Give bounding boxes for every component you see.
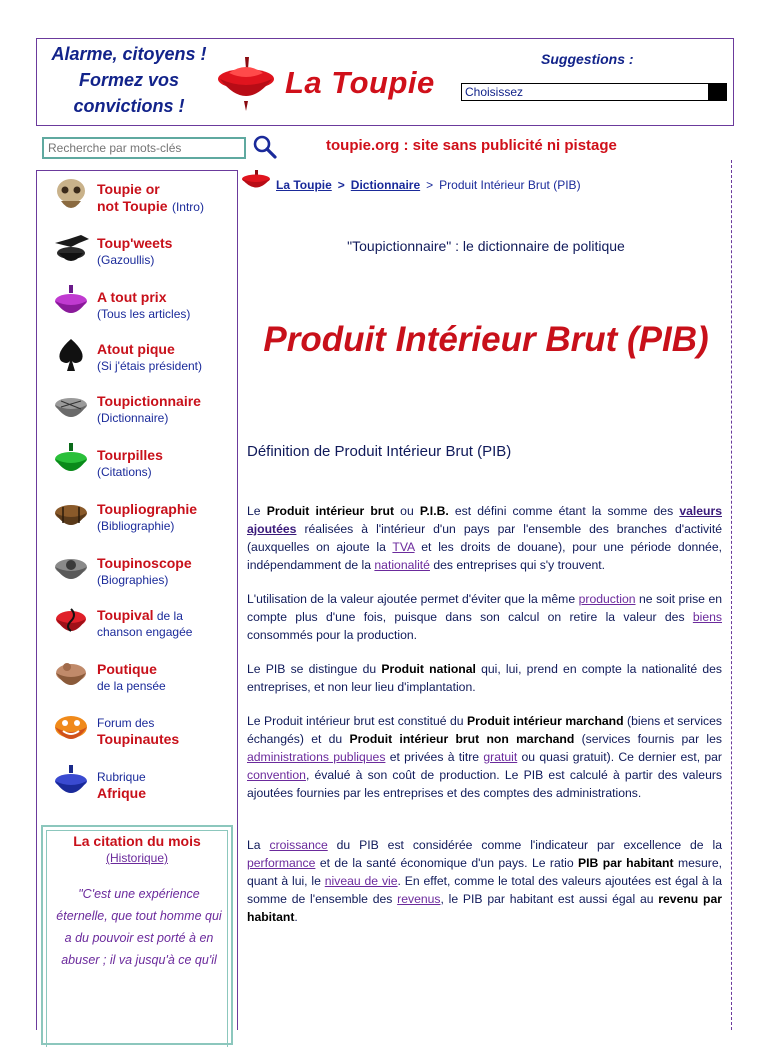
bold-term: revenu par habitant xyxy=(247,892,722,924)
spade-icon xyxy=(51,335,91,375)
quote-history-link[interactable]: (Historique) xyxy=(105,851,168,865)
sidebar-item-title: Toupliographie xyxy=(97,501,198,517)
text: réalisées à l'intérieur d'un pays par l'ensemble des branches d'activité (auxquelles on ajoute la xyxy=(247,522,722,554)
sidebar-item-title: Toupival xyxy=(97,607,154,623)
spinning-top-logo-icon[interactable] xyxy=(215,53,277,113)
dropdown-arrow-icon[interactable] xyxy=(708,84,726,100)
dictionary-subtitle: "Toupictionnaire" : le dictionnaire de politique xyxy=(347,238,625,254)
text: consommés pour la production. xyxy=(247,628,418,642)
text: , le PIB par habitant est aussi égal au xyxy=(440,892,659,906)
bold-term: Produit intérieur marchand xyxy=(467,714,624,728)
bold-term: PIB par habitant xyxy=(578,856,674,870)
link-revenus[interactable]: revenus xyxy=(397,892,441,906)
text: Le PIB se distingue du xyxy=(247,662,382,676)
sidebar-item-sub: (Citations) xyxy=(97,465,152,479)
page-title: Produit Intérieur Brut (PIB) xyxy=(263,320,709,359)
sidebar-item-sub: (Tous les articles) xyxy=(97,307,191,321)
breadcrumb-trail xyxy=(276,178,581,192)
sidebar-item-toupinoscope[interactable] xyxy=(51,549,237,593)
book-top-icon xyxy=(51,495,91,535)
link-performance[interactable]: performance xyxy=(247,856,316,870)
breadcrumb-home-link[interactable]: La Toupie xyxy=(276,178,332,192)
blue-top-icon xyxy=(51,763,91,803)
search-icon[interactable] xyxy=(252,134,278,160)
sidebar-item-title: Toup'weets xyxy=(97,235,173,251)
link-valeurs-ajoutees[interactable]: valeurs ajoutées xyxy=(247,504,722,536)
paragraph-produit-national xyxy=(247,660,722,696)
sidebar-item-tourpilles[interactable] xyxy=(51,441,237,485)
link-niveau-de-vie[interactable]: niveau de vie xyxy=(324,874,398,888)
quote-of-the-month xyxy=(41,825,233,1045)
text: ou xyxy=(394,504,420,518)
site-header xyxy=(36,38,734,126)
paragraph-composition xyxy=(247,712,722,802)
link-tva[interactable]: TVA xyxy=(392,540,415,554)
sidebar-item-pre: Rubrique xyxy=(97,770,146,784)
text: et de la santé économique d'un pays. Le ratio xyxy=(315,856,579,870)
sidebar-item-afrique[interactable] xyxy=(51,763,237,807)
green-top-icon xyxy=(51,441,91,481)
sidebar-item-forum[interactable] xyxy=(51,709,237,753)
breadcrumb-section-link[interactable]: Dictionnaire xyxy=(350,178,421,192)
sidebar-item-sub: (Intro) xyxy=(171,200,204,214)
link-production[interactable]: production xyxy=(578,592,636,606)
paragraph-definition xyxy=(247,502,722,574)
content-right-border xyxy=(731,160,733,1030)
sidebar-item-a-tout-prix[interactable] xyxy=(51,283,237,327)
sidebar-item-toupweets[interactable] xyxy=(51,229,237,273)
quote-title: La citation du mois xyxy=(73,833,201,849)
music-top-icon xyxy=(51,601,91,641)
text: ou quasi gratuit). Ce dernier est, par xyxy=(517,750,722,764)
sidebar-item-toupictionnaire[interactable] xyxy=(51,387,237,431)
skull-top-icon xyxy=(51,175,91,215)
link-gratuit[interactable]: gratuit xyxy=(483,750,518,764)
small-top-icon xyxy=(240,170,274,192)
paragraph-valeur-ajoutee xyxy=(247,590,722,644)
sidebar xyxy=(36,170,238,1030)
sidebar-item-poutique[interactable] xyxy=(51,655,237,699)
paragraph-croissance xyxy=(247,836,722,926)
sidebar-item-atout-pique[interactable] xyxy=(51,335,237,379)
breadcrumb-separator: > xyxy=(337,178,345,192)
sidebar-item-sub: (Bibliographie) xyxy=(97,519,175,533)
sidebar-item-title: Tourpilles xyxy=(97,447,163,463)
sidebar-item-sub: (Gazoullis) xyxy=(97,253,155,267)
sidebar-item-sub: (Si j'étais président) xyxy=(97,359,202,373)
suggestions-dropdown[interactable] xyxy=(461,83,727,101)
link-biens[interactable]: biens xyxy=(692,610,722,624)
link-convention[interactable]: convention xyxy=(247,768,306,782)
smiley-top-icon xyxy=(51,709,91,749)
dictionary-top-icon xyxy=(51,387,91,427)
suggestions-selected-value: Choisissez xyxy=(465,85,524,99)
suggestions-label: Suggestions : xyxy=(541,51,634,67)
site-name[interactable]: La Toupie xyxy=(285,65,435,100)
bold-term: Produit intérieur brut xyxy=(266,504,395,518)
breadcrumb-current: Produit Intérieur Brut (PIB) xyxy=(439,178,581,192)
text: Le xyxy=(247,504,267,518)
sidebar-item-inline: de la xyxy=(153,609,183,623)
purple-top-icon xyxy=(51,283,91,323)
text: (services fournis par les xyxy=(574,732,722,746)
slogan-line-1: Alarme, citoyens ! xyxy=(51,44,207,64)
text: des entreprises qui s'y trouvent. xyxy=(429,558,606,572)
bold-term: P.I.B. xyxy=(419,504,449,518)
slogan-line-3: convictions ! xyxy=(73,96,185,116)
sidebar-item-title: Toupinautes xyxy=(97,731,180,747)
sidebar-item-toupliographie[interactable] xyxy=(51,495,237,539)
sidebar-item-title: Toupictionnaire xyxy=(97,393,201,409)
text: et privées à titre xyxy=(385,750,484,764)
text: et les droits de douane), pour une période donnée, indépendamment de la xyxy=(247,540,722,572)
sidebar-item-title: Atout pique xyxy=(97,341,175,357)
bold-term: Produit intérieur brut non marchand xyxy=(349,732,575,746)
link-nationalite[interactable]: nationalité xyxy=(374,558,430,572)
text: ne soit prise en compte plus d'une fois, puisque dans son calcul on retire la valeur des xyxy=(247,592,723,624)
sidebar-item-title: Toupinoscope xyxy=(97,555,192,571)
text: est défini comme étant la somme des xyxy=(448,504,680,518)
text: , évalué à son coût de production. Le PIB est calculé à partir des valeurs ajoutées fournies par les entreprises et des comptes des administrations. xyxy=(247,768,722,800)
breadcrumb-separator: > xyxy=(426,178,434,192)
text: (biens et services échangés) et du xyxy=(247,714,723,746)
text: Le Produit intérieur brut est constitué du xyxy=(247,714,467,728)
sidebar-item-toupival[interactable] xyxy=(51,601,237,645)
crow-top-icon xyxy=(51,229,91,269)
text: mesure, quant à lui, le xyxy=(247,856,723,888)
slogan-line-2: Formez vos xyxy=(78,70,180,90)
sidebar-item-intro[interactable] xyxy=(51,175,237,219)
sidebar-item-title: Poutique xyxy=(97,661,157,677)
portrait-top-icon xyxy=(51,549,91,589)
text: qui, lui, prend en compte la nationalité des entreprises, et non leur lieu d'implantation. xyxy=(247,662,722,694)
site-slogan xyxy=(39,41,219,119)
text: du PIB est considérée comme l'indicateur par excellence de la xyxy=(327,838,722,852)
sidebar-item-title: A tout prix xyxy=(97,289,167,305)
no-ads-banner: toupie.org : site sans publicité ni pistage xyxy=(326,137,617,154)
sidebar-item-sub: (Dictionnaire) xyxy=(97,411,169,425)
link-croissance[interactable]: croissance xyxy=(269,838,328,852)
quote-text: "C'est une expérience éternelle, que tout homme qui a du pouvoir est porté à en abuser ; il va jusqu'à ce qu'il xyxy=(56,887,222,967)
sidebar-item-title: Toupie or xyxy=(97,181,160,197)
text: L'utilisation de la valeur ajoutée permet d'éviter que la même xyxy=(247,592,579,606)
text: La xyxy=(247,838,270,852)
sidebar-item-sub: chanson engagée xyxy=(97,625,193,639)
text: . xyxy=(294,910,298,924)
sidebar-item-pre: Forum des xyxy=(97,716,155,730)
text: . En effet, comme le total des valeurs ajoutées est égal à la somme de l'ensemble des xyxy=(247,874,722,906)
sidebar-item-sub: de la pensée xyxy=(97,679,166,693)
thinker-top-icon xyxy=(51,655,91,695)
sidebar-item-title: Afrique xyxy=(97,785,146,801)
search-input[interactable] xyxy=(42,137,246,159)
sidebar-item-title-line2: not Toupie xyxy=(97,198,168,214)
bold-term: Produit national xyxy=(381,662,476,676)
definition-heading: Définition de Produit Intérieur Brut (PIB) xyxy=(247,443,512,460)
link-administrations-publiques[interactable]: administrations publiques xyxy=(247,750,386,764)
sidebar-item-sub: (Biographies) xyxy=(97,573,169,587)
